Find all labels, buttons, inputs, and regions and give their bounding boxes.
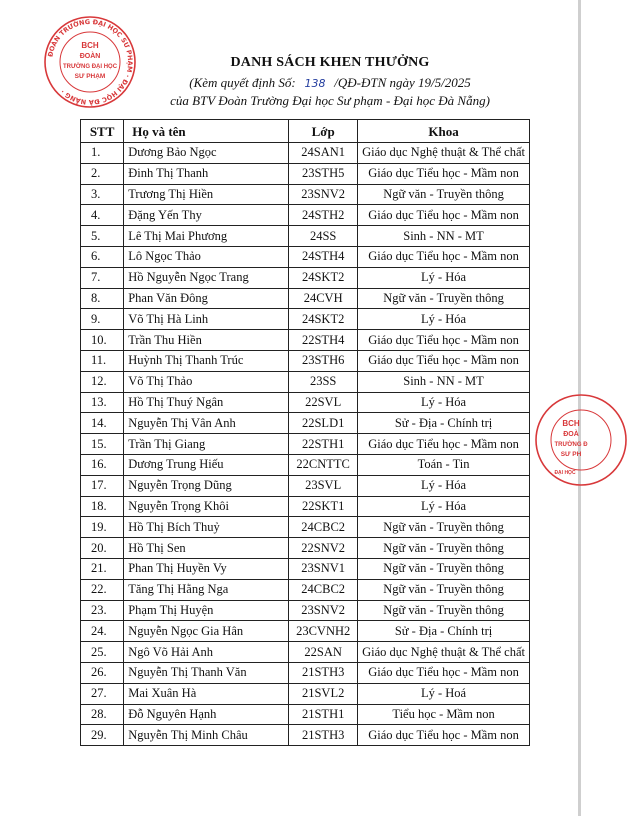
- row-stt: 16.: [81, 454, 124, 475]
- row-department: Sinh - NN - MT: [358, 371, 530, 392]
- row-department: Lý - Hóa: [358, 475, 530, 496]
- table-header-row: [81, 120, 530, 143]
- svg-text:ĐOÀ: ĐOÀ: [563, 431, 579, 438]
- row-stt: 9.: [81, 309, 124, 330]
- document-title: DANH SÁCH KHEN THƯỞNG: [230, 55, 430, 70]
- row-name: Lê Thị Mai Phương: [124, 226, 289, 247]
- row-name: Hồ Thị Sen: [124, 538, 289, 559]
- row-name: Đinh Thị Thanh: [124, 163, 289, 184]
- row-department: Lý - Hóa: [358, 267, 530, 288]
- row-department: Ngữ văn - Truyền thông: [358, 558, 530, 579]
- svg-text:SƯ PHẠM: SƯ PHẠM: [74, 73, 106, 80]
- decision-reference: [120, 75, 540, 91]
- row-department: Giáo dục Tiểu học - Mầm non: [358, 330, 530, 351]
- row-name: Hồ Nguyễn Ngọc Trang: [124, 267, 289, 288]
- table-row: [81, 579, 530, 600]
- row-name: Lô Ngọc Thảo: [124, 246, 289, 267]
- row-stt: 27.: [81, 683, 124, 704]
- row-stt: 24.: [81, 621, 124, 642]
- col-header-name: Họ và tên: [124, 120, 289, 143]
- row-stt: 19.: [81, 517, 124, 538]
- table-row: [81, 434, 530, 455]
- row-class: 22SKT1: [289, 496, 358, 517]
- table-row: [81, 309, 530, 330]
- row-stt: 15.: [81, 434, 124, 455]
- svg-text:TRƯỜNG ĐẠI HỌC: TRƯỜNG ĐẠI HỌC: [62, 64, 118, 70]
- svg-text:ĐOÀN TRƯỜNG ĐẠI HỌC SƯ PHẠM ·: ĐOÀN TRƯỜNG ĐẠI HỌC SƯ PHẠM · ĐẠI HỌC ĐÀ NẴNG ·: [46, 17, 135, 107]
- table-row: [81, 184, 530, 205]
- row-class: 24STH4: [289, 246, 358, 267]
- row-class: 24CBC2: [289, 579, 358, 600]
- row-stt: 22.: [81, 579, 124, 600]
- row-name: Trương Thị Hiền: [124, 184, 289, 205]
- row-stt: 12.: [81, 371, 124, 392]
- row-name: Nguyễn Thị Minh Châu: [124, 725, 289, 746]
- row-department: Sử - Địa - Chính trị: [358, 621, 530, 642]
- table-row: [81, 267, 530, 288]
- row-class: 21STH3: [289, 725, 358, 746]
- row-class: 24SAN1: [289, 143, 358, 164]
- row-stt: 5.: [81, 226, 124, 247]
- row-class: 23SVL: [289, 475, 358, 496]
- row-name: Phan Văn Đông: [124, 288, 289, 309]
- row-stt: 23.: [81, 600, 124, 621]
- table-row: [81, 413, 530, 434]
- row-name: Dương Bảo Ngọc: [124, 143, 289, 164]
- table-row: [81, 205, 530, 226]
- row-department: Ngữ văn - Truyền thông: [358, 600, 530, 621]
- row-department: Giáo dục Tiểu học - Mầm non: [358, 662, 530, 683]
- row-class: 23CVNH2: [289, 621, 358, 642]
- decision-prefix: (Kèm quyết định Số:: [189, 75, 296, 90]
- row-stt: 11.: [81, 350, 124, 371]
- row-stt: 1.: [81, 143, 124, 164]
- row-class: 23SNV1: [289, 558, 358, 579]
- row-class: 24CVH: [289, 288, 358, 309]
- row-department: Giáo dục Nghệ thuật & Thể chất: [358, 143, 530, 164]
- row-stt: 6.: [81, 246, 124, 267]
- table-row: [81, 538, 530, 559]
- table-row: [81, 704, 530, 725]
- row-class: 22STH4: [289, 330, 358, 351]
- row-name: Đỗ Nguyên Hạnh: [124, 704, 289, 725]
- row-department: Toán - Tin: [358, 454, 530, 475]
- row-department: Giáo dục Tiểu học - Mầm non: [358, 725, 530, 746]
- row-stt: 13.: [81, 392, 124, 413]
- row-department: Lý - Hóa: [358, 496, 530, 517]
- decision-suffix: /QĐ-ĐTN ngày 19/5/2025: [334, 75, 471, 90]
- table-row: [81, 226, 530, 247]
- row-stt: 20.: [81, 538, 124, 559]
- row-stt: 4.: [81, 205, 124, 226]
- svg-text:SƯ PH: SƯ PH: [560, 451, 582, 458]
- row-department: Giáo dục Tiểu học - Mầm non: [358, 163, 530, 184]
- row-department: Sử - Địa - Chính trị: [358, 413, 530, 434]
- row-department: Lý - Hóa: [358, 392, 530, 413]
- svg-text:BCH: BCH: [562, 419, 580, 428]
- table-row: [81, 143, 530, 164]
- row-department: Giáo dục Tiểu học - Mầm non: [358, 246, 530, 267]
- row-stt: 14.: [81, 413, 124, 434]
- table-row: [81, 600, 530, 621]
- row-name: Huỳnh Thị Thanh Trúc: [124, 350, 289, 371]
- row-name: Hồ Thị Bích Thuỷ: [124, 517, 289, 538]
- union-seal-stamp-partial: [533, 392, 629, 488]
- row-class: 22SLD1: [289, 413, 358, 434]
- table-row: [81, 475, 530, 496]
- table-row: [81, 662, 530, 683]
- row-department: Giáo dục Tiểu học - Mầm non: [358, 205, 530, 226]
- row-class: 22SNV2: [289, 538, 358, 559]
- svg-text:ĐOÀN: ĐOÀN: [79, 53, 101, 60]
- row-department: Ngữ văn - Truyền thông: [358, 538, 530, 559]
- row-stt: 29.: [81, 725, 124, 746]
- row-stt: 7.: [81, 267, 124, 288]
- row-class: 21STH3: [289, 662, 358, 683]
- table-row: [81, 725, 530, 746]
- row-class: 24SS: [289, 226, 358, 247]
- row-stt: 17.: [81, 475, 124, 496]
- row-department: Giáo dục Tiểu học - Mầm non: [358, 434, 530, 455]
- table-row: [81, 683, 530, 704]
- row-name: Ngô Võ Hải Anh: [124, 642, 289, 663]
- row-stt: 21.: [81, 558, 124, 579]
- row-name: Phan Thị Huyền Vy: [124, 558, 289, 579]
- table-row: [81, 642, 530, 663]
- row-name: Tăng Thị Hằng Nga: [124, 579, 289, 600]
- row-name: Võ Thị Thảo: [124, 371, 289, 392]
- row-department: Giáo dục Nghệ thuật & Thể chất: [358, 642, 530, 663]
- row-name: Nguyễn Thị Thanh Văn: [124, 662, 289, 683]
- row-class: 22SVL: [289, 392, 358, 413]
- col-header-department: Khoa: [358, 120, 530, 143]
- table-row: [81, 350, 530, 371]
- row-stt: 3.: [81, 184, 124, 205]
- row-name: Nguyễn Trọng Khôi: [124, 496, 289, 517]
- row-department: Ngữ văn - Truyền thông: [358, 579, 530, 600]
- row-name: Trần Thị Giang: [124, 434, 289, 455]
- row-department: Lý - Hóa: [358, 309, 530, 330]
- row-stt: 10.: [81, 330, 124, 351]
- row-department: Tiểu học - Mầm non: [358, 704, 530, 725]
- row-department: Ngữ văn - Truyền thông: [358, 517, 530, 538]
- row-class: 22SAN: [289, 642, 358, 663]
- col-header-class: Lớp: [289, 120, 358, 143]
- decision-number-handwritten: 138: [304, 77, 326, 90]
- table-row: [81, 517, 530, 538]
- row-stt: 2.: [81, 163, 124, 184]
- row-name: Nguyễn Ngọc Gia Hân: [124, 621, 289, 642]
- row-class: 21STH1: [289, 704, 358, 725]
- row-name: Hồ Thị Thuý Ngân: [124, 392, 289, 413]
- row-class: 24SKT2: [289, 267, 358, 288]
- row-class: 23STH5: [289, 163, 358, 184]
- row-class: 23SS: [289, 371, 358, 392]
- row-class: 21SVL2: [289, 683, 358, 704]
- row-stt: 8.: [81, 288, 124, 309]
- row-name: Nguyễn Trọng Dũng: [124, 475, 289, 496]
- row-class: 24STH2: [289, 205, 358, 226]
- row-name: Mai Xuân Hà: [124, 683, 289, 704]
- row-stt: 26.: [81, 662, 124, 683]
- row-class: 23STH6: [289, 350, 358, 371]
- table-body: [81, 143, 530, 746]
- row-name: Nguyễn Thị Vân Anh: [124, 413, 289, 434]
- svg-text:BCH: BCH: [81, 41, 99, 50]
- row-class: 23SNV2: [289, 184, 358, 205]
- row-name: Dương Trung Hiếu: [124, 454, 289, 475]
- table-row: [81, 392, 530, 413]
- col-header-stt: STT: [81, 120, 124, 143]
- row-name: Trần Thu Hiền: [124, 330, 289, 351]
- row-department: Giáo dục Tiểu học - Mầm non: [358, 350, 530, 371]
- row-class: 22STH1: [289, 434, 358, 455]
- table-row: [81, 496, 530, 517]
- row-department: Sinh - NN - MT: [358, 226, 530, 247]
- row-stt: 25.: [81, 642, 124, 663]
- svg-text:ĐẠI HỌC: ĐẠI HỌC: [554, 470, 576, 476]
- table-row: [81, 288, 530, 309]
- row-department: Ngữ văn - Truyền thông: [358, 288, 530, 309]
- table-row: [81, 454, 530, 475]
- row-stt: 28.: [81, 704, 124, 725]
- table-row: [81, 330, 530, 351]
- issuer-line: của BTV Đoàn Trường Đại học Sư phạm - Đại học Đà Nẵng): [170, 93, 490, 108]
- row-stt: 18.: [81, 496, 124, 517]
- table-row: [81, 163, 530, 184]
- row-class: 23SNV2: [289, 600, 358, 621]
- svg-text:TRƯỜNG Đ: TRƯỜNG Đ: [554, 442, 588, 448]
- table-row: [81, 246, 530, 267]
- row-department: Lý - Hoá: [358, 683, 530, 704]
- row-class: 24SKT2: [289, 309, 358, 330]
- row-name: Phạm Thị Huyện: [124, 600, 289, 621]
- table-row: [81, 558, 530, 579]
- row-class: 24CBC2: [289, 517, 358, 538]
- row-name: Đặng Yến Thy: [124, 205, 289, 226]
- row-department: Ngữ văn - Truyền thông: [358, 184, 530, 205]
- table-row: [81, 621, 530, 642]
- row-class: 22CNTTC: [289, 454, 358, 475]
- table-row: [81, 371, 530, 392]
- row-name: Võ Thị Hà Linh: [124, 309, 289, 330]
- awards-table: [80, 119, 530, 746]
